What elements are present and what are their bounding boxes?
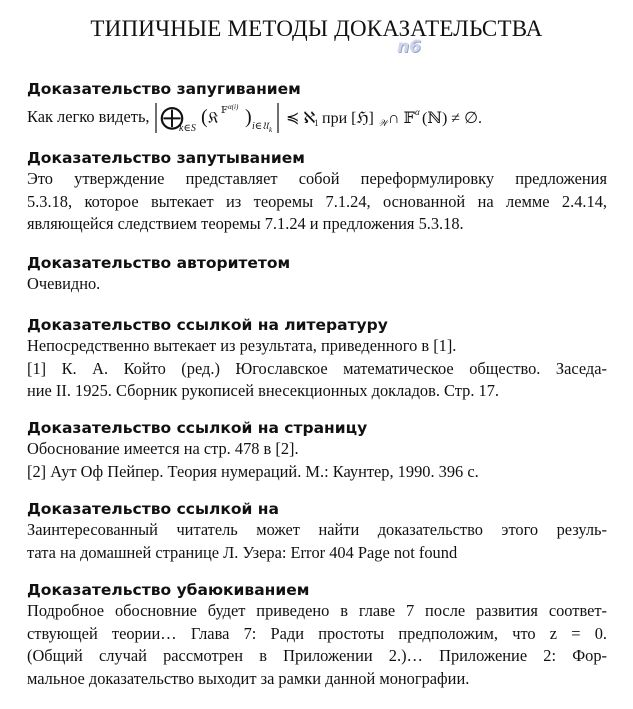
svg-text:при [ℌ]: при [ℌ]	[321, 110, 374, 128]
svg-text:α: α	[414, 107, 420, 118]
svg-text:1: 1	[313, 118, 319, 129]
section-text-line: Непосредственно вытекает из результата, приведенного в [1].	[27, 336, 457, 355]
section-text-line: ние II. 1925. Сборник рукописей внесекционных докладов. Стр. 17.	[27, 381, 500, 400]
section-heading: Доказательство ссылкой на страницу	[27, 419, 368, 437]
svg-text:𝔽: 𝔽	[220, 105, 228, 116]
section-formula-line: Как легко видеть, ⨁ k∈S ( 𝔎 𝔽 α(i) ) i∈𝔘 k ≼ ℵ 1 при [ℌ] 𝒲 ∩ 𝔽 α (ℕ) ≠ ∅.	[27, 99, 607, 136]
section-heading: Доказательство запутыванием	[27, 149, 305, 167]
section-text-line: (Общий случай рассмотрен в Приложении 2.)… Приложение 2: Фор-	[27, 646, 607, 665]
section-text-line: 5.3.18, которое вытекает из теоремы 7.1.24, основанной на лемме 2.4.14,	[27, 191, 607, 211]
section-heading: Доказательство запугиванием	[27, 80, 301, 98]
svg-text:⨁: ⨁	[159, 105, 184, 132]
svg-text:i∈𝔘: i∈𝔘	[251, 121, 269, 133]
svg-text:≼ ℵ: ≼ ℵ	[285, 110, 315, 128]
svg-text:𝒲: 𝒲	[377, 118, 388, 129]
section-text-line: Обоснование имеется на стр. 478 в [2].	[27, 439, 299, 458]
section-text-line: Подробное обосновние будет приведено в главе 7 после развития соответ-	[27, 601, 607, 620]
page-title: ТИПИЧНЫЕ МЕТОДЫ ДОКАЗАТЕЛЬСТВА	[90, 16, 543, 41]
svg-text:(: (	[200, 106, 208, 129]
section-confusion	[27, 148, 607, 236]
section-text-line: являющейся следствием теоремы 7.1.24 и предложения 5.3.18.	[27, 214, 464, 233]
svg-text:𝔎: 𝔎	[207, 110, 219, 128]
svg-text:k∈S: k∈S	[178, 123, 196, 135]
section-page-reference	[27, 418, 607, 483]
section-text-line: Заинтересованный читатель может найти доказательство этого резуль-	[27, 520, 607, 539]
svg-text:k: k	[268, 126, 272, 135]
svg-text:α(i): α(i)	[227, 103, 238, 112]
svg-text:): )	[244, 106, 252, 129]
section-text-line: [1] К. А. Който (ред.) Югославское математическое общество. Заседа-	[27, 358, 607, 378]
section-link-reference	[27, 499, 607, 564]
section-text-line: Очевидно.	[27, 274, 101, 293]
section-text-line: [2] Аут Оф Пейпер. Теория нумераций. М.: Каунтер, 1990. 396 с.	[27, 461, 479, 481]
watermark-logo: n6	[397, 37, 421, 57]
svg-text:(ℕ) ≠ ∅.: (ℕ) ≠ ∅.	[421, 110, 482, 128]
section-text-line: Это утверждение представляет собой переформулировку предложения	[27, 169, 607, 188]
section-intimidation	[27, 79, 607, 136]
section-text-line: ствующей теории… Глава 7: Ради простоты предположим, что z = 0.	[27, 623, 607, 643]
section-heading: Доказательство ссылкой на литературу	[27, 316, 388, 334]
section-heading: Доказательство ссылкой на	[27, 500, 279, 518]
section-heading: Доказательство авторитетом	[27, 254, 291, 272]
section-text-line: тата на домашней странице Л. Узера: Error 404 Page not found	[27, 542, 458, 562]
svg-text:∩ 𝔽: ∩ 𝔽	[387, 110, 415, 128]
section-text-line: мальное доказательство выходит за рамки данной монографии.	[27, 668, 470, 688]
section-authority	[27, 253, 607, 296]
section-lulling	[27, 580, 607, 690]
formula	[154, 100, 564, 136]
section-heading: Доказательство убаюкиванием	[27, 581, 310, 599]
section-literature-reference	[27, 315, 607, 403]
